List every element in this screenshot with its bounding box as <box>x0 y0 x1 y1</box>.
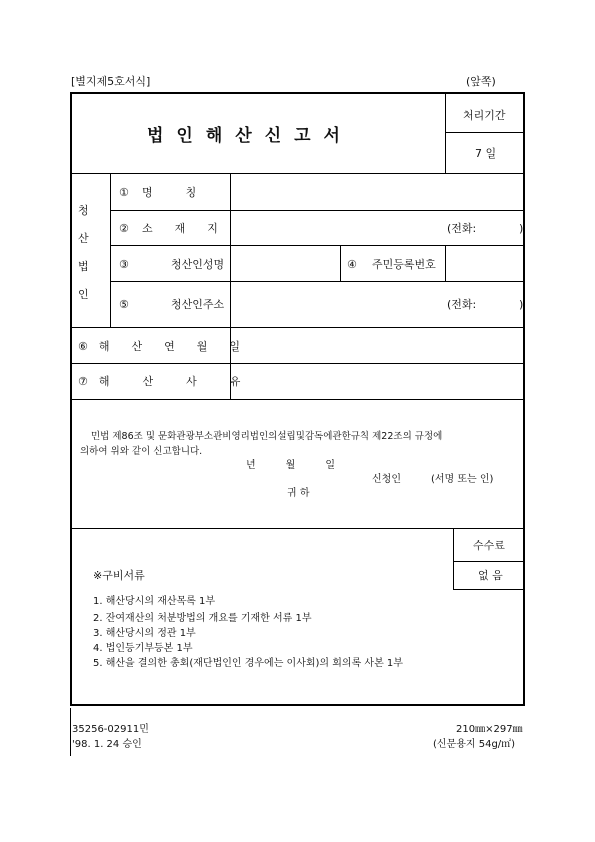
dissolution-date-field[interactable] <box>232 329 524 362</box>
row-liquidator-address-number: ⑤ <box>119 298 129 311</box>
row-location-number: ② <box>119 222 129 235</box>
documents-heading: ※구비서류 <box>93 569 145 582</box>
group-label-char-3: 법 <box>78 260 89 273</box>
declaration-line-2: 의하여 위와 같이 신고합니다. <box>80 446 203 457</box>
declaration-line-1: 민법 제86조 및 문화관광부소관비영리법인의설립및감독에관한규칙 제22조의 규정에 <box>91 431 443 442</box>
location-field[interactable] <box>232 212 442 244</box>
processing-period-value: 7 일 <box>475 147 497 160</box>
signature-label: (서명 또는 인) <box>431 474 494 485</box>
rule-processing-mid <box>445 132 525 133</box>
row-liquidator-address-label: 청산인주소 <box>171 298 225 311</box>
footer-code: 35256-02911민 <box>72 724 149 735</box>
rule-resident-left <box>340 245 341 281</box>
recipient-label: 귀 하 <box>287 488 310 499</box>
rule-processing-left <box>445 92 446 173</box>
group-label-char-2: 산 <box>78 232 89 245</box>
rule-title-bottom <box>70 173 525 174</box>
dissolution-reason-field[interactable] <box>232 365 524 398</box>
row-resident-number-label: 주민등록번호 <box>372 258 436 271</box>
rule-row2 <box>110 245 525 246</box>
rule-resident-right <box>445 245 446 281</box>
document-item-1: 1. 해산당시의 재산목록 1부 <box>93 596 216 607</box>
declaration-date: 년 월 일 <box>246 460 335 471</box>
applicant-label: 신청인 <box>372 474 401 485</box>
location-phone-close: ) <box>519 222 524 235</box>
rule-row3 <box>110 281 525 282</box>
row-liquidator-name-number: ③ <box>119 258 129 271</box>
liquidator-name-field[interactable] <box>232 247 338 279</box>
rule-fee-left <box>453 528 454 589</box>
row-name-label: 명 칭 <box>142 186 197 199</box>
rule-row1 <box>110 210 525 211</box>
location-phone-label: (전화: <box>447 222 477 235</box>
liquidator-address-field[interactable] <box>232 283 442 325</box>
address-phone-label: (전화: <box>447 298 477 311</box>
rule-row5 <box>70 363 525 364</box>
footer-paper-type: (신문용지 54g/㎡) <box>433 739 516 750</box>
row-liquidator-name-label: 청산인성명 <box>171 258 225 271</box>
fee-value: 없 음 <box>478 569 503 582</box>
page-side-label: (앞쪽) <box>466 75 496 88</box>
group-label-char-1: 청 <box>78 204 89 217</box>
address-phone-close: ) <box>519 298 524 311</box>
processing-period-label: 처리기간 <box>463 109 506 122</box>
rule-row4 <box>70 327 525 328</box>
document-item-4: 4. 법인등기부등본 1부 <box>93 643 193 654</box>
resident-number-field[interactable] <box>447 247 524 279</box>
rule-declaration-bottom <box>70 528 525 529</box>
row-name-number: ① <box>119 186 129 199</box>
rule-fee-mid <box>453 561 525 562</box>
document-item-2: 2. 잔여재산의 처분방법의 개요를 기재한 서류 1부 <box>93 613 312 624</box>
footer-approval: '98. 1. 24 승인 <box>72 739 142 750</box>
document-item-5: 5. 해산을 결의한 총회(재단법인인 경우에는 이사회)의 회의록 사본 1부 <box>93 658 403 669</box>
form-number: [별지제5호서식] <box>71 75 151 88</box>
rule-label-right <box>230 173 231 399</box>
rule-row6 <box>70 399 525 400</box>
row-location-label: 소 재 지 <box>142 222 218 235</box>
fee-label: 수수료 <box>473 539 505 552</box>
footer-left-rule <box>70 708 71 756</box>
form-title: 법인해산신고서 <box>147 126 353 146</box>
rule-group-right <box>110 173 111 327</box>
document-item-3: 3. 해산당시의 정관 1부 <box>93 628 196 639</box>
group-label-char-4: 인 <box>78 288 89 301</box>
rule-fee-bottom <box>453 589 525 590</box>
row-resident-number-number: ④ <box>347 258 357 271</box>
footer-paper-size: 210㎜×297㎜ <box>456 724 523 735</box>
row-dissolution-date-label: ⑥ 해 산 연 월 일 <box>78 340 240 353</box>
row-dissolution-reason-label: ⑦ 해 산 사 유 <box>78 375 241 388</box>
name-field[interactable] <box>232 175 524 209</box>
